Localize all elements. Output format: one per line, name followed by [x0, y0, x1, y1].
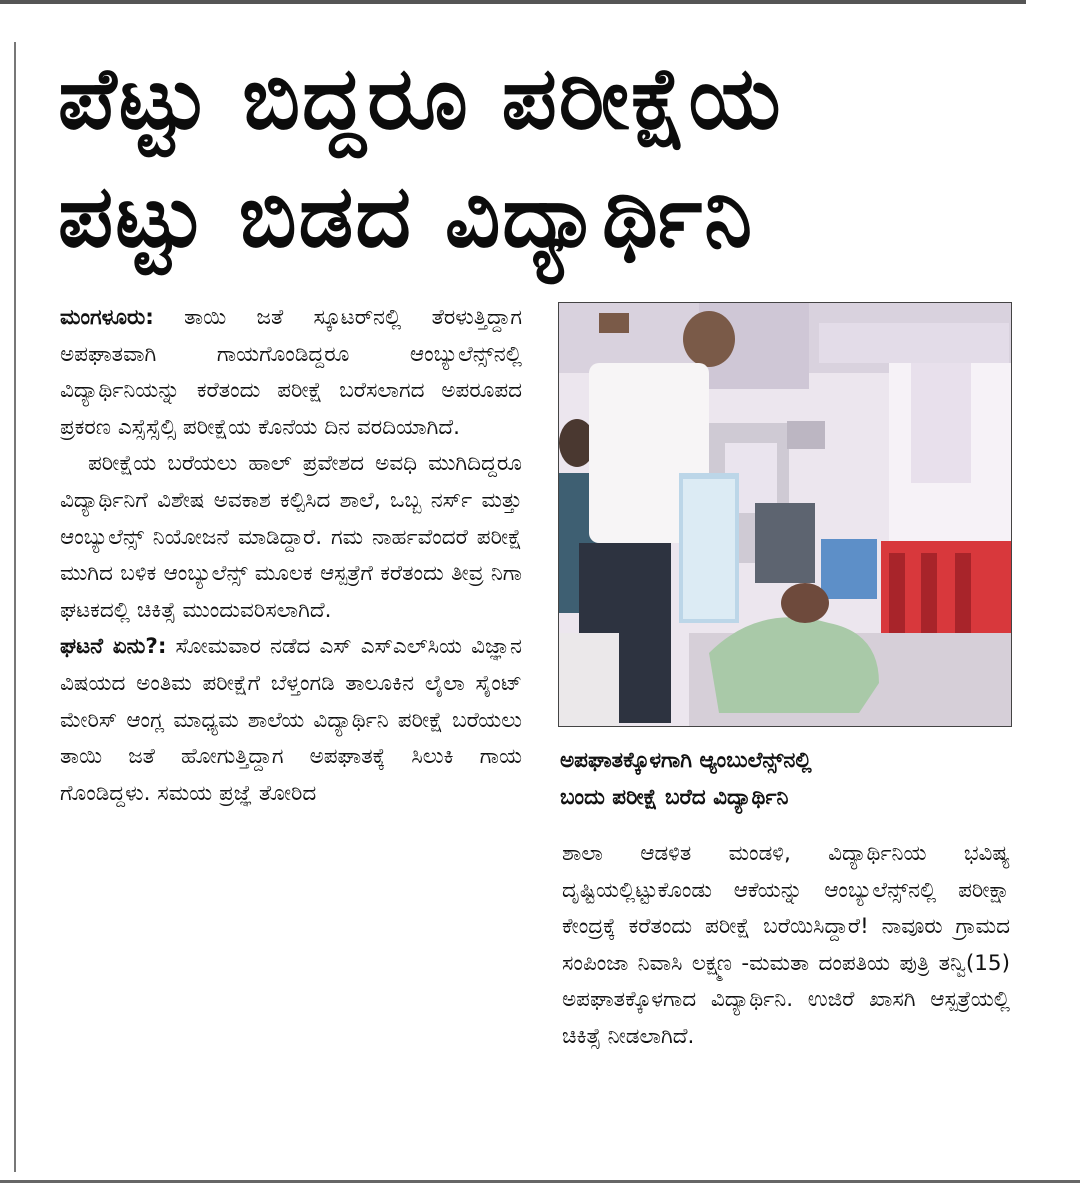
article-right-column: [562, 836, 1010, 1056]
caption-line-2: ಬಂದು ಪರೀಕ್ಷೆ ಬರೆದ ವಿದ್ಯಾರ್ಥಿನಿ: [560, 785, 789, 810]
article-paragraph-3: [60, 629, 522, 812]
ambulance-photo-illustration: [559, 303, 1011, 726]
news-photo: [558, 302, 1012, 727]
left-column-rule: [14, 42, 16, 1172]
paragraph-3-text: ಸೋಮವಾರ ನಡೆದ ಎಸ್ ಎಸ್‌ಎಲ್‌ಸಿಯ ವಿಜ್ಞಾನ ವಿಷಯದ ಅಂತಿಮ ಪರೀಕ್ಷೆಗೆ ಬೆಳ್ತಂಗಡಿ ತಾಲೂಕಿನ ಲೈಲಾ ಸೈಂಟ್ ಮೇರಿಸ್ ಆಂಗ್ಲ ಮಾಧ್ಯಮ ಶಾಲೆಯ ವಿದ್ಯಾರ್ಥಿನಿ ಪರೀಕ್ಷೆ ಬರೆಯಲು ತಾಯಿ ಜತೆ ಹೋಗುತ್ತಿದ್ದಾಗ ಅಪಘಾತಕ್ಕೆ ಸಿಲುಕಿ ಗಾಯ ಗೊಂಡಿದ್ದಳು. ಸಮಯ ಪ್ರಜ್ಞೆ ತೋರಿದ: [60, 634, 522, 806]
paragraph-1-text: ತಾಯಿ ಜತೆ ಸ್ಕೂಟರ್‌ನಲ್ಲಿ ತೆರಳುತ್ತಿದ್ದಾಗ ಅಪಘಾತವಾಗಿ ಗಾಯಗೊಂಡಿದ್ದರೂ ಆಂಬ್ಯುಲೆನ್ಸ್‌ನಲ್ಲಿ ವಿದ್ಯಾರ್ಥಿನಿಯನ್ನು ಕರೆತಂದು ಪರೀಕ್ಷೆ ಬರೆಸಲಾಗದ ಅಪರೂಪದ ಪ್ರಕರಣ ಎಸ್ಸೆಸ್ಸೆಲ್ಸಿ ಪರೀಕ್ಷೆಯ ಕೊನೆಯ ದಿನ ವರದಿಯಾಗಿದೆ.: [60, 305, 522, 440]
top-rule: [0, 0, 1026, 4]
bottom-rule: [0, 1180, 1080, 1183]
article-paragraph-2: ಪರೀಕ್ಷೆಯ ಬರೆಯಲು ಹಾಲ್ ಪ್ರವೇಶದ ಅವಧಿ ಮುಗಿದಿದ್ದರೂ ವಿದ್ಯಾರ್ಥಿನಿಗೆ ವಿಶೇಷ ಅವಕಾಶ ಕಲ್ಪಿಸಿದ ಶಾಲೆ, ಒಬ್ಬ ನರ್ಸ್ ಮತ್ತು ಆಂಬ್ಯುಲೆನ್ಸ್ ನಿಯೋಜನೆ ಮಾಡಿದ್ದಾರೆ. ಗಮ ನಾರ್ಹವೆಂದರೆ ಪರೀಕ್ಷೆ ಮುಗಿದ ಬಳಿಕ ಆಂಬ್ಯುಲೆನ್ಸ್ ಮೂಲಕ ಆಸ್ಪತ್ರೆಗೆ ಕರೆತಂದು ತೀವ್ರ ನಿಗಾ ಘಟಕದಲ್ಲಿ ಚಿಕಿತ್ಸೆ ಮುಂದುವರಿಸಲಾಗಿದೆ.: [60, 451, 522, 623]
photo-caption: [560, 742, 1012, 816]
headline-line-1: ಪೆಟ್ಟು ಬಿದ್ದರೂ ಪರೀಕ್ಷೆಯ: [58, 49, 783, 149]
article-paragraph-4: ಶಾಲಾ ಆಡಳಿತ ಮಂಡಳಿ, ವಿದ್ಯಾರ್ಥಿನಿಯ ಭವಿಷ್ಯ ದೃಷ್ಟಿಯಲ್ಲಿಟ್ಟುಕೊಂಡು ಆಕೆಯನ್ನು ಆಂಬ್ಯುಲೆನ್ಸ್‌ನಲ್ಲಿ ಪರೀಕ್ಷಾ ಕೇಂದ್ರಕ್ಕೆ ಕರೆತಂದು ಪರೀಕ್ಷೆ ಬರೆಯಿಸಿದ್ದಾರೆ! ನಾವೂರು ಗ್ರಾಮದ ಸಂಪಿಂಜಾ ನಿವಾಸಿ ಲಕ್ಷ್ಮಣ -ಮಮತಾ ದಂಪತಿಯ ಪುತ್ರಿ ತನ್ವಿ(15) ಅಪಘಾತಕ್ಕೊಳಗಾದ ವಿದ್ಯಾರ್ಥಿನಿ. ಉಜಿರೆ ಖಾಸಗಿ ಆಸ್ಪತ್ರೆಯಲ್ಲಿ ಚಿಕಿತ್ಸೆ ನೀಡಲಾಗಿದೆ.: [562, 841, 1010, 1049]
article-left-column: [60, 300, 522, 812]
headline: [58, 40, 1018, 276]
article-paragraph-1: [60, 300, 522, 446]
headline-line-2: ಪಟ್ಟು ಬಿಡದ ವಿದ್ಯಾರ್ಥಿನಿ: [58, 167, 755, 267]
dateline: ಮಂಗಳೂರು:: [60, 305, 154, 330]
caption-line-1: ಅಪಘಾತಕ್ಕೊಳಗಾಗಿ ಆ್ಯಂಬುಲೆನ್ಸ್‌ನಲ್ಲಿ: [560, 748, 812, 773]
subhead: ಘಟನೆ ಏನು?:: [60, 634, 167, 660]
